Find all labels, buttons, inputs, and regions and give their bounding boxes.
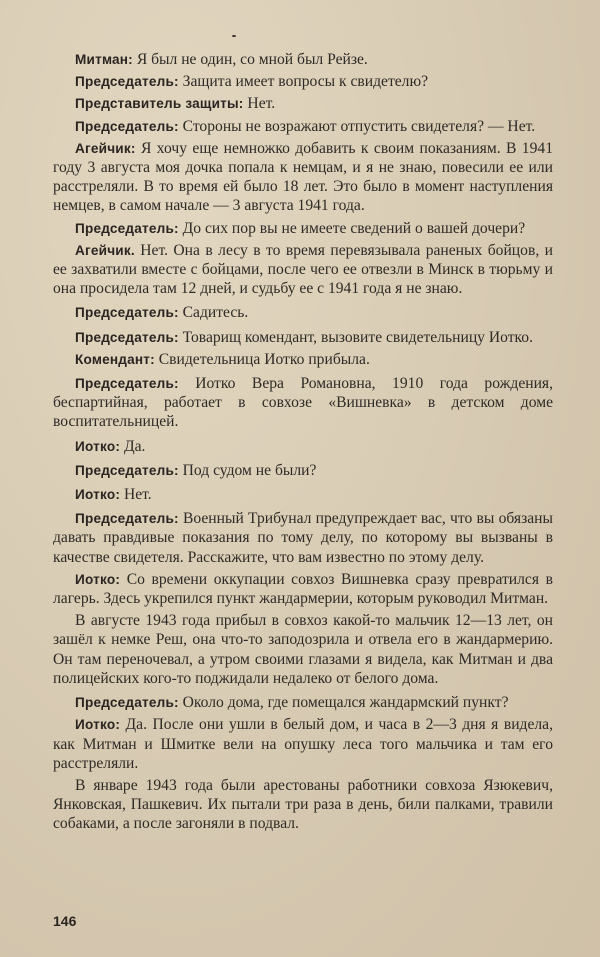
- paragraph-14: [53, 485, 553, 504]
- paragraph-13: [53, 461, 553, 480]
- book-page-text: [53, 50, 553, 837]
- paragraph-text: Садитесь.: [178, 304, 249, 322]
- paragraph-text: Нет.: [120, 486, 152, 504]
- paragraph-6: [53, 219, 553, 238]
- paragraph-text: Под судом не были?: [178, 461, 317, 479]
- paragraph-8: [53, 303, 553, 322]
- speaker-label: Председатель:: [75, 511, 179, 527]
- paragraph-19: [53, 715, 553, 773]
- paragraph-15: [53, 509, 553, 567]
- paragraph-18: [53, 693, 553, 712]
- paragraph-text: Защита имеет вопросы к свидетелю?: [178, 73, 429, 91]
- speaker-label: Председатель:: [75, 220, 179, 236]
- paragraph-text: Да. После они ушли в белый дом, и часа в 2—3 дня я видела, как Митман и Шмитке вели на опушку леса того мальчика и там его расстреляли.: [53, 716, 553, 772]
- paragraph-9: [53, 328, 553, 347]
- paragraph-text: Иотко Вера Романовна, 1910 года рождения, беспартийная, работает в совхозе «Вишневка» в детском доме воспитательницей.: [53, 375, 553, 431]
- speaker-label: Председатель:: [75, 695, 179, 711]
- paragraph-text: Да.: [120, 437, 146, 455]
- speaker-label: Иотко:: [75, 487, 121, 503]
- speaker-label: Председатель:: [75, 462, 179, 478]
- speaker-label: Иотко:: [75, 717, 121, 733]
- speaker-label: Председатель:: [75, 329, 179, 345]
- paragraph-7: [53, 241, 553, 299]
- paragraph-text: Я хочу еще немножко добавить к своим показаниям. В 1941 году 3 августа моя дочка попала к немцам, и я не знаю, повесили ее или расстреляли. В то время ей было 18 лет. Это было в момент наступления немцев, в самом начале — 3 августа 1941 года.: [53, 139, 553, 215]
- paragraph-12: [53, 437, 553, 456]
- paragraph-text: Со времени оккупации совхоз Вишневка сразу превратился в лагерь. Здесь укрепился пункт жандармерии, которым руководил Митман.: [53, 570, 553, 608]
- paragraph-text: До сих пор вы не имеете сведений о вашей дочери?: [178, 219, 526, 237]
- paragraph-text: Свидетельница Иотко прибыла.: [154, 350, 370, 368]
- speaker-label: Председатель:: [75, 376, 179, 392]
- speaker-label: Митман:: [75, 52, 133, 67]
- paragraph-10: [53, 350, 553, 369]
- paragraph-3: [53, 94, 553, 113]
- paragraph-4: [53, 117, 553, 136]
- speaker-label: Иотко:: [75, 571, 121, 587]
- speaker-label: Председатель:: [75, 118, 179, 134]
- speaker-label: Представитель защиты:: [75, 96, 244, 112]
- paragraph-text: Нет. Она в лесу в то время перевязывала раненых бойцов, и ее захватили вместе с бойцами, после чего ее отвезли в Минск в тюрьму и она просидела там 12 дней, и судьбу ее с 1941 года я не знаю.: [53, 241, 553, 298]
- paragraph-11: [53, 374, 553, 432]
- paragraph-text: Нет.: [243, 95, 276, 113]
- paragraph-text: В августе 1943 года прибыл в совхоз какой-то мальчик 12—13 лет, он зашёл к немке Реш, она что-то заподозрила и отвела его в жандармерию. Он там переночевал, а утром своими глазами я видела, как Митман и два полицейских кого-то поджидали недалеко от белого дома.: [53, 612, 553, 687]
- paper-speck: [232, 35, 236, 37]
- paragraph-1: [53, 50, 553, 69]
- paragraph-17: [53, 611, 553, 688]
- paragraph-text: Товарищ комендант, вызовите свидетельницу Иотко.: [178, 328, 534, 346]
- paragraph-5: [53, 139, 553, 216]
- speaker-label: Председатель:: [75, 74, 179, 90]
- paragraph-text: Военный Трибунал предупреждает вас, что вы обязаны давать правдивые показания по тому делу, по которому вы вызваны в качестве свидетеля. Расскажите, что вам известно по этому делу.: [53, 510, 553, 566]
- paragraph-20: [53, 776, 553, 834]
- paragraph-2: [53, 72, 553, 91]
- paragraph-text: Около дома, где помещался жандармский пункт?: [178, 694, 509, 712]
- speaker-label: Председатель:: [75, 305, 179, 321]
- page-number: 146: [53, 913, 77, 929]
- speaker-label: Комендант:: [75, 351, 155, 367]
- paragraph-text: Стороны не возражают отпустить свидетеля? — Нет.: [178, 117, 536, 135]
- paragraph-16: [53, 570, 553, 608]
- speaker-label: Агейчик:: [75, 140, 136, 156]
- speaker-label: Иотко:: [75, 438, 121, 454]
- paragraph-text: Я был не один, со мной был Рейзе.: [132, 51, 368, 68]
- paragraph-text: В январе 1943 года были арестованы работники совхоза Язюкевич, Янковская, Пашкевич. Их пытали три раза в день, били палками, травили собаками, а после загоняли в подвал.: [53, 776, 553, 833]
- speaker-label: Агейчик.: [75, 242, 135, 258]
